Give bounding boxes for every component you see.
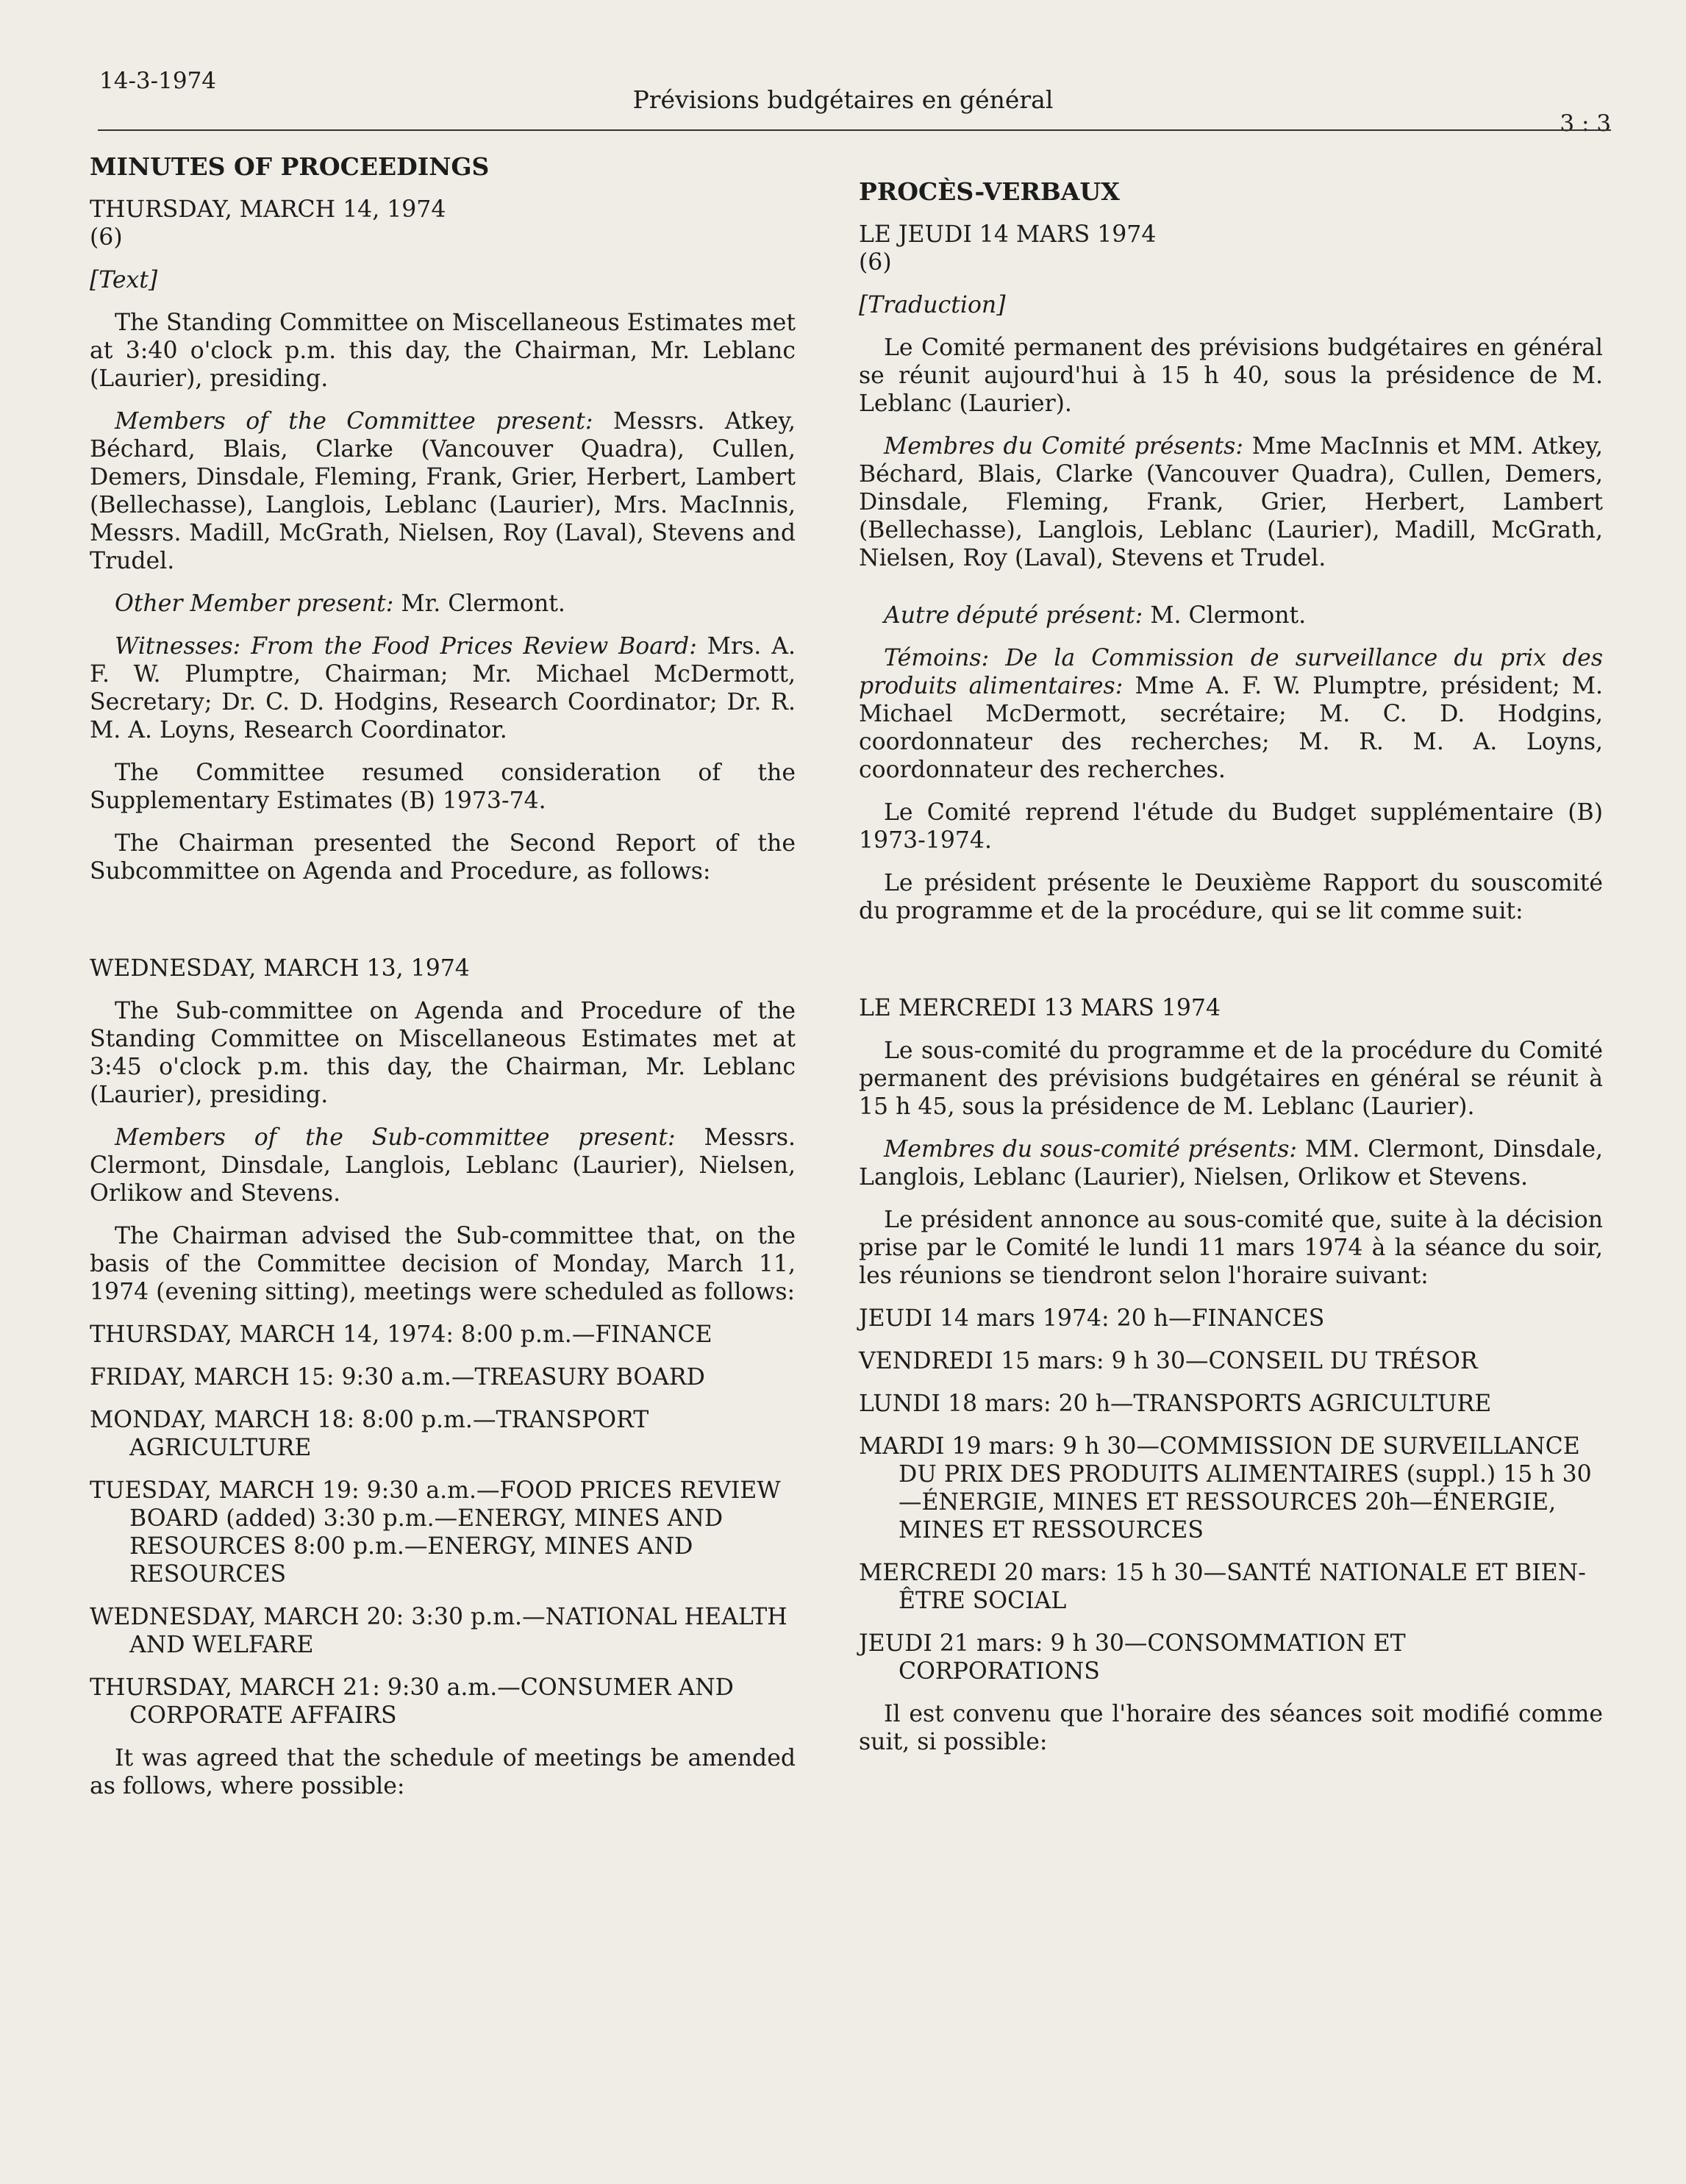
fr-sub-members-list: MM. Clermont, Dinsdale, Langlois, Leblanc (Laurier), Nielsen, Orlikow et Stevens. [859, 1136, 1603, 1191]
en-para2: The Committee resumed consideration of the Supplementary Estimates (B) 1973-74. [90, 760, 796, 814]
en-date-line: THURSDAY, MARCH 14, 1974 [90, 196, 446, 223]
fr-sub-members-label: Membres du sous-comité présents: [884, 1136, 1298, 1163]
en-number: (6) [90, 224, 123, 251]
fr-sub-members [859, 1135, 1603, 1191]
en-members-label: Members of the Committee present: [115, 408, 593, 435]
fr-schedule-item: VENDREDI 15 mars: 9 h 30—CONSEIL DU TRÉSOR [859, 1348, 1478, 1374]
fr-other-member: M. Clermont. [1150, 602, 1307, 629]
en-text-label: [Text] [90, 267, 158, 293]
en-para4: The Sub-committee on Agenda and Procedure of the Standing Committee on Miscellaneous Estimates met at 3:45 o'clock p.m. this day, the Chairman, Mr. Leblanc (Laurier), presiding. [90, 998, 796, 1108]
en-schedule-item: WEDNESDAY, MARCH 20: 3:30 p.m.—NATIONAL HEALTH AND WELFARE [90, 1604, 787, 1658]
en-witnesses [90, 632, 796, 744]
header-page-number: 3 : 3 [1560, 110, 1611, 137]
en-schedule-item: THURSDAY, MARCH 14, 1974: 8:00 p.m.—FINANCE [90, 1321, 712, 1348]
fr-heading: PROCÈS-VERBAUX [859, 177, 1120, 206]
en-sub-members [90, 1124, 796, 1207]
fr-schedule-item: JEUDI 21 mars: 9 h 30—CONSOMMATION ET CORPORATIONS [859, 1630, 1406, 1685]
en-sub-members-label: Members of the Sub-committee present: [115, 1124, 676, 1151]
english-column [90, 153, 796, 1815]
french-column [859, 153, 1603, 1771]
fr-schedule-item: MERCREDI 20 mars: 15 h 30—SANTÉ NATIONALE ET BIEN-ÊTRE SOCIAL [859, 1560, 1586, 1614]
fr-members-list: Mme MacInnis et MM. Atkey, Béchard, Blais, Clarke (Vancouver Quadra), Cullen, Demers, Dinsdale, Fleming, Frank, Grier, Herbert, Lambert (Bellechasse), Langlois, Leblanc (Laurier), Madill, McGrath, Nielsen, Roy (Laval), Stevens et Trudel. [859, 433, 1604, 571]
en-date2: WEDNESDAY, MARCH 13, 1974 [90, 955, 470, 982]
fr-witnesses [859, 644, 1603, 784]
fr-schedule-item: MARDI 19 mars: 9 h 30—COMMISSION DE SURVEILLANCE DU PRIX DES PRODUITS ALIMENTAIRES (suppl.) 15 h 30—ÉNERGIE, MINES ET RESSOURCES 20h—ÉNERGIE, MINES ET RESSOURCES [859, 1433, 1592, 1544]
fr-para1: Le Comité permanent des prévisions budgétaires en général se réunit aujourd'hui à 15 h 40, sous la présidence de M. Leblanc (Laurier). [859, 335, 1603, 417]
en-para6: It was agreed that the schedule of meetings be amended as follows, where possible: [90, 1745, 796, 1799]
fr-para5: Le président annonce au sous-comité que, suite à la décision prise par le Comité le lundi 11 mars 1974 à la séance du soir, les réunions se tiendront selon l'horaire suivant: [859, 1207, 1603, 1289]
fr-members [859, 432, 1603, 572]
header-date: 14-3-1974 [99, 68, 217, 94]
fr-para4: Le sous-comité du programme et de la procédure du Comité permanent des prévisions budgétaires en général se réunit à 15 h 45, sous la présidence de M. Leblanc (Laurier). [859, 1038, 1603, 1120]
fr-other [859, 602, 1603, 629]
en-other-member: Mr. Clermont. [401, 590, 565, 617]
fr-para6: Il est convenu que l'horaire des séances soit modifié comme suit, si possible: [859, 1701, 1603, 1755]
en-witnesses-label: Witnesses: From the Food Prices Review Board: [115, 633, 697, 660]
en-members [90, 407, 796, 575]
fr-witnesses-list: Mme A. F. W. Plumptre, président; M. Michael McDermott, secrétaire; M. C. D. Hodgins, coordonnateur des recherches; M. R. M. A. Loyns, coordonnateur des recherches. [859, 673, 1603, 783]
en-witnesses-list: Mrs. A. F. W. Plumptre, Chairman; Mr. Michael McDermott, Secretary; Dr. C. D. Hodgins, Research Coordinator; Dr. R. M. A. Loyns, Research Coordinator. [90, 633, 796, 743]
fr-witnesses-label: Témoins: De la Commission de surveillance du prix des produits alimentaires: [859, 645, 1603, 699]
fr-number: (6) [859, 249, 892, 276]
fr-text-label: [Traduction] [859, 292, 1006, 318]
fr-date-line: LE JEUDI 14 MARS 1974 [859, 221, 1157, 248]
header-rule [98, 129, 1611, 131]
en-schedule-item: MONDAY, MARCH 18: 8:00 p.m.—TRANSPORT AGRICULTURE [90, 1407, 649, 1461]
en-para1: The Standing Committee on Miscellaneous Estimates met at 3:40 o'clock p.m. this day, the Chairman, Mr. Leblanc (Laurier), presiding. [90, 310, 796, 392]
en-schedule-item: TUESDAY, MARCH 19: 9:30 a.m.—FOOD PRICES REVIEW BOARD (added) 3:30 p.m.—ENERGY, MINES AND RESOURCES 8:00 p.m.—ENERGY, MINES AND RESOURCES [90, 1477, 781, 1588]
en-para3: The Chairman presented the Second Report of the Subcommittee on Agenda and Procedure, as follows: [90, 830, 796, 885]
fr-members-label: Membres du Comité présents: [884, 433, 1243, 460]
en-heading: MINUTES OF PROCEEDINGS [90, 152, 490, 181]
header-title: Prévisions budgétaires en général [632, 85, 1054, 114]
fr-schedule-item: LUNDI 18 mars: 20 h—TRANSPORTS AGRICULTURE [859, 1391, 1492, 1417]
fr-other-label: Autre député présent: [884, 602, 1143, 629]
en-schedule-item: THURSDAY, MARCH 21: 9:30 a.m.—CONSUMER AND CORPORATE AFFAIRS [90, 1674, 734, 1729]
fr-para3: Le président présente le Deuxième Rapport du souscomité du programme et de la procédure, qui se lit comme suit: [859, 870, 1603, 924]
en-other-label: Other Member present: [115, 590, 394, 617]
fr-date2: LE MERCREDI 13 MARS 1974 [859, 995, 1221, 1021]
en-members-list: Messrs. Atkey, Béchard, Blais, Clarke (Vancouver Quadra), Cullen, Demers, Dinsdale, Fleming, Frank, Grier, Herbert, Lambert (Bellechasse), Langlois, Leblanc (Laurier), Mrs. MacInnis, Messrs. Madill, McGrath, Nielsen, Roy (Laval), Stevens and Trudel. [90, 408, 796, 574]
en-other [90, 590, 796, 618]
en-para5: The Chairman advised the Sub-committee that, on the basis of the Committee decision of Monday, March 11, 1974 (evening sitting), meetings were scheduled as follows: [90, 1223, 796, 1305]
en-schedule-item: FRIDAY, MARCH 15: 9:30 a.m.—TREASURY BOARD [90, 1364, 705, 1391]
fr-para2: Le Comité reprend l'étude du Budget supplémentaire (B) 1973-1974. [859, 799, 1603, 854]
fr-schedule-item: JEUDI 14 mars 1974: 20 h—FINANCES [859, 1305, 1325, 1332]
en-sub-members-list: Messrs. Clermont, Dinsdale, Langlois, Leblanc (Laurier), Nielsen, Orlikow and Stevens. [90, 1124, 796, 1207]
